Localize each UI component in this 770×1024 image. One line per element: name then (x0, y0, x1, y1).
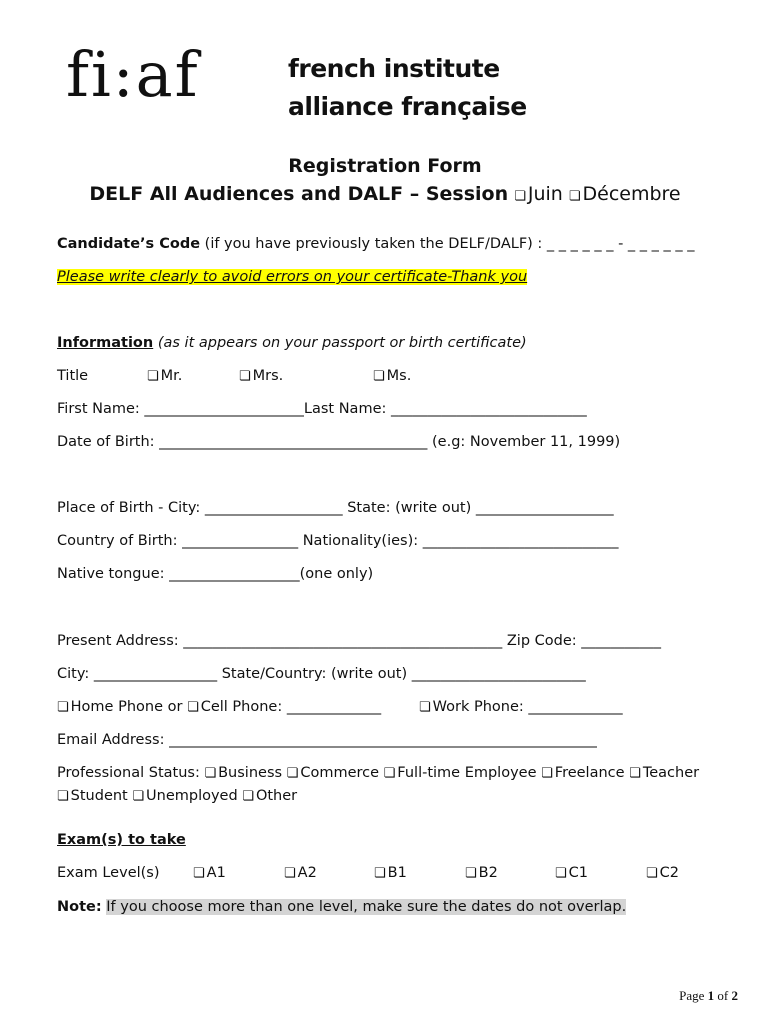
professional-status-label: Professional Status: (57, 765, 200, 781)
exam-b1-label: B1 (387, 865, 407, 881)
status-other-label: Other (255, 788, 298, 804)
notice-line (57, 267, 527, 287)
home-phone-checkbox[interactable] (57, 699, 182, 715)
status-freelance-label: Freelance (554, 765, 625, 781)
title-mrs-checkbox[interactable] (239, 366, 283, 387)
address-field[interactable]: Present Address: ____________________________________________ Zip Code: ___________ (57, 633, 662, 649)
phone-line (57, 697, 623, 718)
status-unemployed-label: Unemployed (146, 788, 238, 804)
exam-levels-line (57, 863, 737, 885)
page-total: 2 (731, 988, 738, 1003)
status-commerce-label: Commerce (300, 765, 380, 781)
status-teacher-label: Teacher (642, 765, 700, 781)
status-fulltime-label: Full-time Employee (397, 765, 537, 781)
title-line (57, 366, 457, 386)
title-mr-checkbox[interactable] (147, 366, 182, 387)
status-commerce-checkbox[interactable] (287, 765, 379, 781)
exams-heading-line (57, 830, 186, 850)
status-business-label: Business (218, 765, 283, 781)
page-prefix: Page (679, 988, 705, 1003)
title-mrs-label: Mrs. (252, 368, 284, 384)
exam-a2-label: A2 (297, 865, 317, 881)
exam-levels-label: Exam Level(s) (57, 865, 160, 881)
exam-b1-checkbox[interactable] (374, 863, 407, 884)
dob-field[interactable]: Date of Birth: _____________________________________ (e.g: November 11, 1999) (57, 434, 621, 450)
form-title: Registration Form (288, 155, 482, 177)
native-tongue-field[interactable]: Native tongue: __________________(one only) (57, 566, 374, 582)
cell-phone-checkbox[interactable] (187, 699, 381, 715)
exam-b2-checkbox[interactable] (465, 863, 498, 884)
work-phone-checkbox[interactable] (419, 697, 623, 718)
status-student-checkbox[interactable] (57, 788, 128, 804)
place-of-birth-field[interactable]: Place of Birth - City: ___________________ State: (write out) ___________________ (57, 500, 614, 516)
status-business-checkbox[interactable] (204, 765, 282, 781)
country-field[interactable]: Country of Birth: ________________ Nationality(ies): ___________________________ (57, 533, 619, 549)
exam-c2-label: C2 (659, 865, 680, 881)
information-note: (as it appears on your passport or birth certificate) (157, 335, 527, 351)
exam-a1-label: A1 (206, 865, 226, 881)
status-freelance-checkbox[interactable] (541, 765, 624, 781)
form-subtitle (0, 183, 770, 205)
notice-text: Please write clearly to avoid errors on your certificate-Thank you (57, 269, 528, 285)
note-line (57, 897, 626, 917)
exam-b2-label: B2 (478, 865, 498, 881)
subtitle-main: DELF All Audiences and DALF – Session (89, 183, 509, 205)
exam-a2-checkbox[interactable] (284, 863, 317, 884)
candidate-code-field[interactable]: (if you have previously taken the DELF/DALF) : _ _ _ _ _ _ - _ _ _ _ _ _ (204, 236, 695, 252)
name-field[interactable]: First Name: ______________________Last Name: ___________________________ (57, 401, 587, 417)
city-field[interactable]: City: _________________ State/Country: (write out) ________________________ (57, 666, 586, 682)
fiaf-logo: fi:af (66, 38, 200, 111)
session-juin-label: Juin (527, 183, 563, 205)
candidate-code-line (57, 234, 694, 254)
professional-status-line (57, 763, 699, 784)
brand-line-1: french institute (288, 54, 500, 83)
page-number (679, 988, 738, 1004)
title-ms-checkbox[interactable] (373, 366, 411, 387)
page-of: of (717, 988, 729, 1003)
exam-c2-checkbox[interactable] (646, 863, 679, 884)
session-decembre-checkbox[interactable] (569, 183, 681, 205)
home-phone-label: Home Phone or (70, 699, 183, 715)
session-juin-checkbox[interactable] (514, 183, 563, 205)
brand-line-2: alliance française (288, 92, 527, 121)
professional-status-line-2 (57, 786, 297, 807)
exams-heading: Exam(s) to take (57, 832, 186, 848)
note-label: Note: (57, 899, 102, 915)
page-current: 1 (707, 988, 715, 1003)
information-heading-line (57, 333, 527, 353)
note-text: If you choose more than one level, make sure the dates do not overlap. (106, 899, 627, 915)
work-phone-field: Work Phone: _____________ (432, 699, 623, 715)
information-heading: Information (57, 335, 154, 351)
session-decembre-label: Décembre (582, 183, 681, 205)
email-field[interactable]: Email Address: ___________________________________________________________ (57, 732, 597, 748)
status-student-label: Student (70, 788, 128, 804)
candidate-code-label: Candidate’s Code (57, 236, 201, 252)
title-label: Title (57, 368, 89, 384)
cell-phone-field: Cell Phone: _____________ (200, 699, 382, 715)
status-unemployed-checkbox[interactable] (132, 788, 237, 804)
exam-c1-checkbox[interactable] (555, 863, 588, 884)
status-teacher-checkbox[interactable] (629, 765, 699, 781)
exam-c1-label: C1 (568, 865, 589, 881)
title-mr-label: Mr. (160, 368, 183, 384)
status-fulltime-checkbox[interactable] (384, 765, 537, 781)
status-other-checkbox[interactable] (242, 788, 297, 804)
exam-a1-checkbox[interactable] (193, 863, 226, 884)
title-ms-label: Ms. (386, 368, 412, 384)
